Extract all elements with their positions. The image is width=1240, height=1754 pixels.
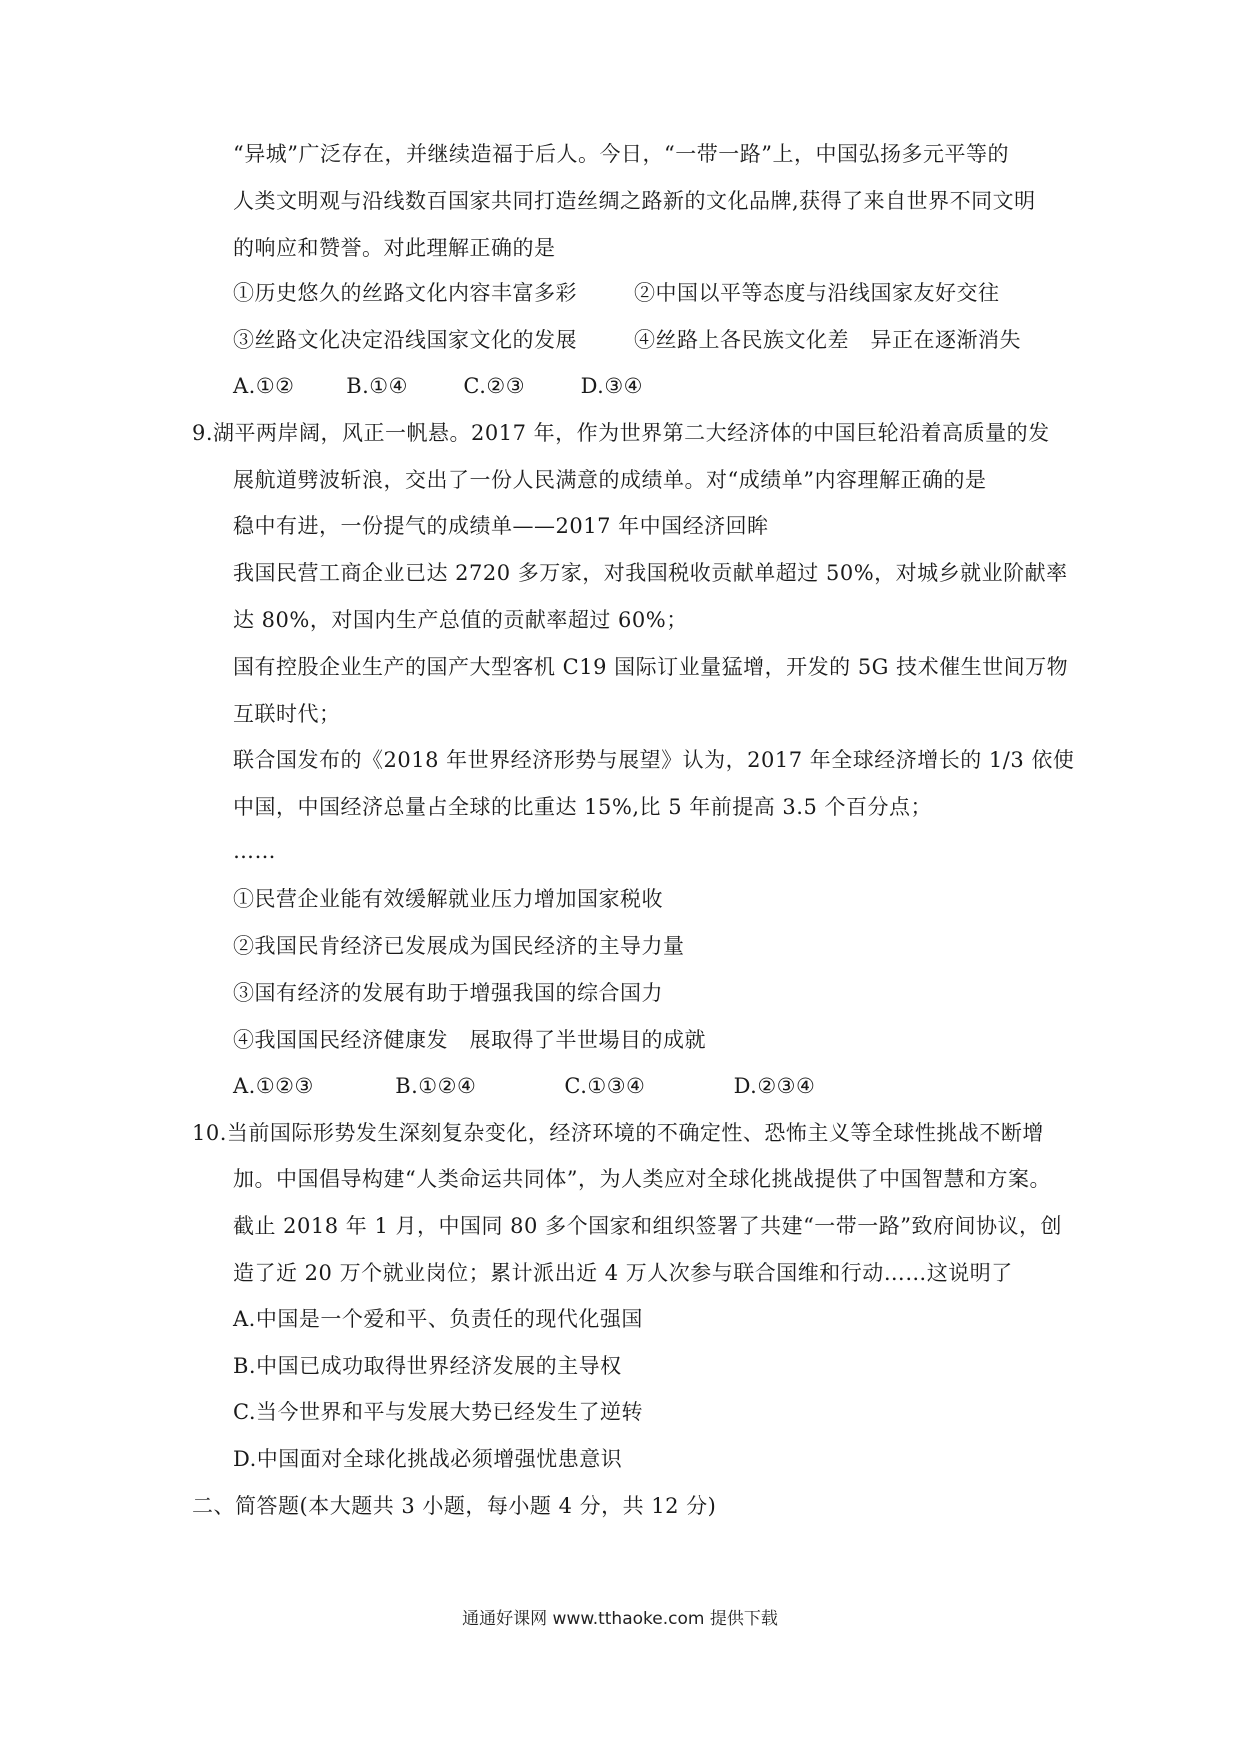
q9-option-d: D.②③④ (733, 1074, 816, 1098)
q9-statement-4: ④我国国民经济健康发 展取得了半世場目的成就 (233, 1028, 706, 1052)
q9-material-line-2: 达 80%，对国内生产总值的贡献率超过 60%； (233, 608, 688, 632)
q9-statement-1: ①民营企业能有效缓解就业压力增加国家税收 (233, 887, 663, 911)
q10-option-a: A.中国是一个爱和平、负责任的现代化强国 (233, 1307, 643, 1331)
q8-options (233, 371, 643, 401)
q9-statement-2: ②我国民肯经济已发展成为国民经济的主导力量 (233, 934, 685, 958)
q8-statement-3: ③丝路文化决定沿线国家文化的发展 (233, 328, 577, 352)
q9-material-line-1: 我国民营工商企业已达 2720 多万家，对我国税收贡献单超过 50%，对城乡就业阶献率 (233, 561, 1068, 585)
section-heading: 二、简答题(本大题共 3 小题，每小题 4 分，共 12 分) (192, 1494, 717, 1518)
q9-material-title: 稳中有进，一份提气的成绩单——2017 年中国经济回眸 (233, 514, 769, 538)
q9-material-line-6: 中国，中国经济总量占全球的比重达 15%,比 5 年前提高 3.5 个百分点； (233, 795, 932, 819)
q9-options (233, 1071, 815, 1101)
q9-material-ellipsis: …… (233, 839, 276, 863)
q8-option-a: A.①② (233, 374, 295, 398)
q10-stem-line-3: 截止 2018 年 1 月，中国同 80 多个国家和组织签署了共建“一带一路”致府间协议，创 (233, 1214, 1063, 1238)
q8-statement-4: ④丝路上各民族文化差 异正在逐渐消失 (634, 328, 1021, 352)
q9-statement-3: ③国有经济的发展有助于增强我国的综合国力 (233, 981, 663, 1005)
q10-stem-line-1: 10.当前国际形势发生深刻复杂变化，经济环境的不确定性、恐怖主义等全球性挑战不断增 (192, 1121, 1044, 1145)
q8-stem-line-2: 人类文明观与沿线数百国家共同打造丝绸之路新的文化品牌,获得了来自世界不同文明 (233, 189, 1036, 213)
q10-option-d: D.中国面对全球化挑战必须增强忧患意识 (233, 1447, 623, 1471)
q9-material-line-4: 互联时代； (233, 702, 341, 726)
q9-material-line-5: 联合国发布的《2018 年世界经济形势与展望》认为，2017 年全球经济增长的 1/3 依使 (233, 748, 1075, 772)
q8-statement-2: ②中国以平等态度与沿线国家友好交往 (634, 281, 1000, 305)
q9-option-a: A.①②③ (233, 1074, 314, 1098)
q8-statement-1: ①历史悠久的丝路文化内容丰富多彩 (233, 281, 577, 305)
q10-stem-line-4: 造了近 20 万个就业岗位；累计派出近 4 万人次参与联合国维和行动……这说明了 (233, 1261, 1013, 1285)
q9-option-b: B.①②④ (395, 1074, 477, 1098)
q8-option-c: C.②③ (463, 374, 526, 398)
q8-stem-line-3: 的响应和赞誉。对此理解正确的是 (233, 236, 556, 260)
q9-option-c: C.①③④ (564, 1074, 646, 1098)
q9-material-line-3: 国有控股企业生产的国产大型客机 C19 国际订业量猛增，开发的 5G 技术催生世间万物 (233, 655, 1069, 679)
q10-option-b: B.中国已成功取得世界经济发展的主导权 (233, 1354, 622, 1378)
page-footer: 通通好课网 www.tthaoke.com 提供下载 (462, 1609, 778, 1629)
q8-option-d: D.③④ (580, 374, 643, 398)
q9-stem-line-1: 9.湖平两岸阔，风正一帆悬。2017 年，作为世界第二大经济体的中国巨轮沿着高质量的发 (192, 421, 1050, 445)
q10-option-c: C.当今世界和平与发展大势已经发生了逆转 (233, 1400, 643, 1424)
q10-stem-line-2: 加。中国倡导构建“人类命运共同体”，为人类应对全球化挑战提供了中国智慧和方案。 (233, 1167, 1051, 1191)
q8-option-b: B.①④ (346, 374, 408, 398)
q9-stem-line-2: 展航道劈波斩浪，交出了一份人民满意的成绩单。对“成绩单”内容理解正确的是 (233, 468, 987, 492)
q8-stem-line-1: “异城”广泛存在，并继续造福于后人。今日，“一带一路”上，中国弘扬多元平等的 (233, 142, 1009, 166)
